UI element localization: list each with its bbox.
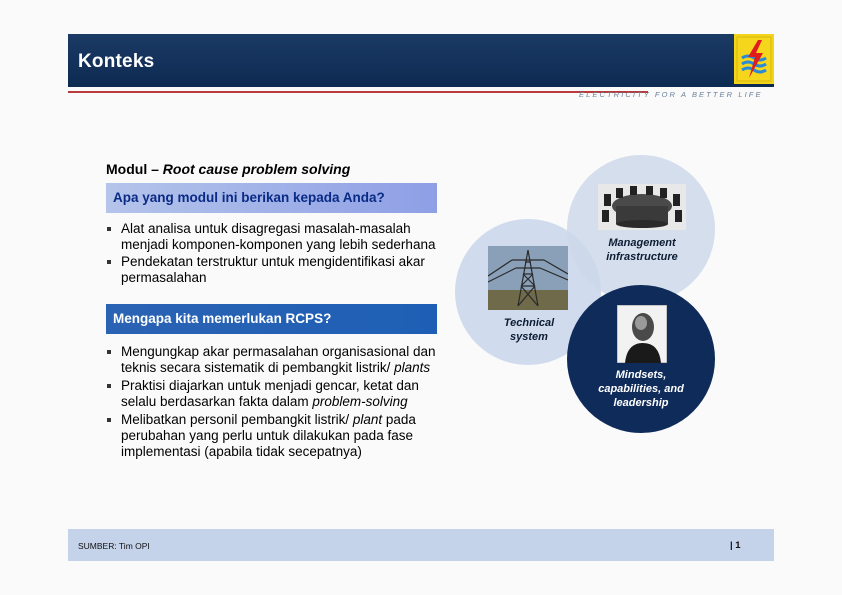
header-divider (68, 91, 648, 93)
label-management-infrastructure: Management infrastructure (606, 237, 678, 263)
section-heading-why-rcps: Mengapa kita memerlukan RCPS? (106, 304, 437, 334)
meeting-table-icon (598, 184, 686, 230)
module-title-italic: Root cause problem solving (162, 161, 351, 177)
label-mindsets: Mindsets, capabilities, and leadership (598, 369, 684, 409)
footer-bar (68, 529, 774, 561)
transmission-tower-icon (488, 246, 568, 310)
list-item: Mengungkap akar permasalahan organisasional dan teknis secara sistematik di pembangkit listrik/ plants (106, 344, 436, 376)
list-item: Melibatkan personil pembangkit listrik/ plant pada perubahan yang perlu untuk dilakukan pada fase implementasi (apabila tidak secepatnya) (106, 412, 436, 460)
list-item: Alat analisa untuk disagregasi masalah-masalah menjadi komponen-komponen yang lebih sederhana (106, 221, 436, 253)
slide-title: Konteks (78, 51, 155, 72)
why-rcps-list (106, 344, 436, 462)
benefits-list (106, 221, 436, 287)
header-bar (68, 34, 774, 87)
page-number: | 1 (730, 540, 741, 551)
tagline: ELECTRICITY FOR A BETTER LIFE (579, 90, 763, 99)
section-heading-benefits: Apa yang modul ini berikan kepada Anda? (106, 183, 437, 213)
pln-lightning-logo-icon (734, 34, 774, 84)
thinker-head-icon (617, 305, 667, 363)
module-title-prefix: Modul – (106, 161, 163, 177)
list-item: Pendekatan terstruktur untuk mengidentifikasi akar permasalahan (106, 254, 436, 286)
source-note: SUMBER: Tim OPI (78, 541, 150, 551)
label-technical-system: Technical system (503, 317, 555, 343)
module-title (106, 161, 350, 177)
list-item: Praktisi diajarkan untuk menjadi gencar, ketat dan selalu berdasarkan fakta dalam problem-solving (106, 378, 436, 410)
